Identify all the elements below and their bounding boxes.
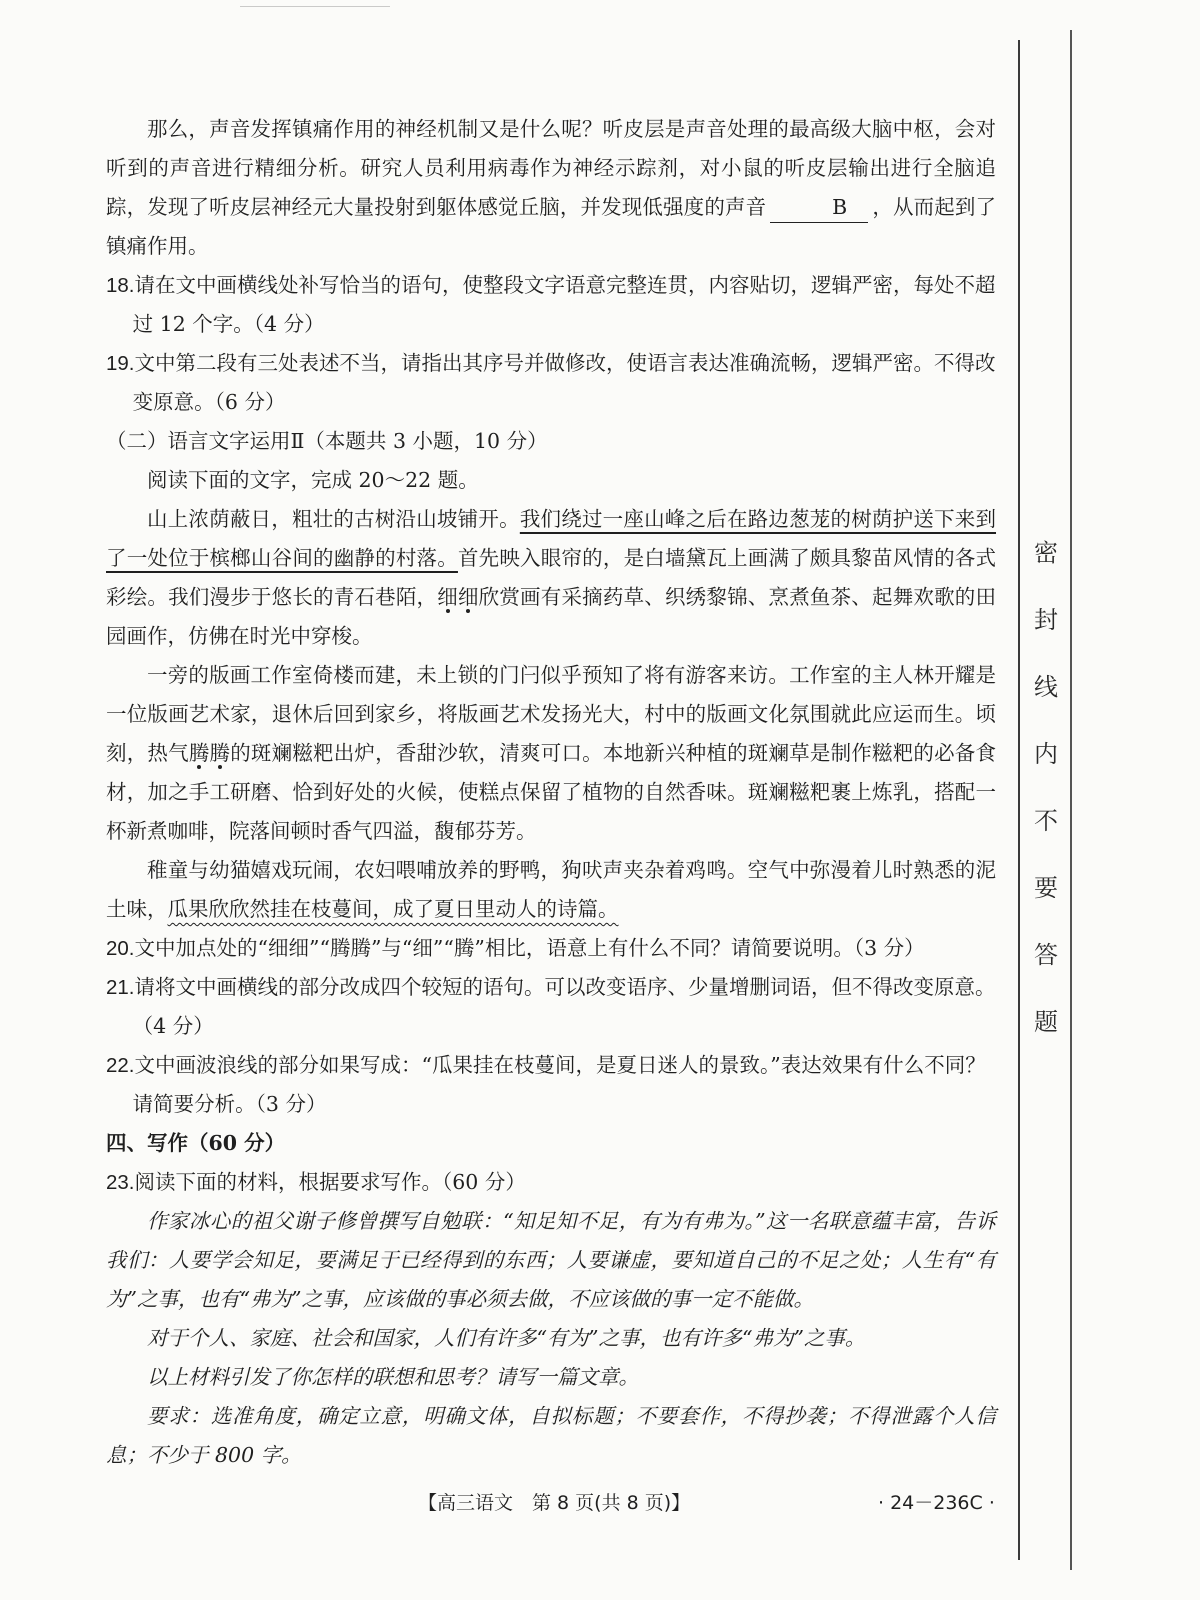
- footer-paper-code: · 24－236C ·: [878, 1492, 995, 1514]
- para1-lead: 山上浓荫蔽日，粗壮的古树沿山坡铺开。: [147, 507, 520, 531]
- page-footer: [0, 1488, 1200, 1518]
- question-number: 22.: [106, 1054, 135, 1077]
- para3-text: 稚童与幼猫嬉戏玩闹，农妇喂哺放养的野鸭，狗吠声夹杂着鸡鸣。空气中弥漫着儿时熟悉的泥土味，: [106, 858, 996, 921]
- passage-intro-end: ，从而起到了镇痛作用。: [106, 195, 997, 258]
- question-23: [106, 1163, 996, 1202]
- writing-prompt: 以上材料引发了你怎样的联想和思考？请写一篇文章。: [147, 1365, 639, 1389]
- fill-blank-b: B: [770, 192, 868, 223]
- binding-line-outer: [1070, 30, 1072, 1570]
- dotted-char: 细: [457, 585, 479, 609]
- question-text: 文中画波浪线的部分如果写成：“瓜果挂在枝蔓间，是夏日迷人的景致。”表达效果有什么不同？请简要分析。（3 分）: [132, 1053, 986, 1116]
- question-text: 文中第二段有三处表述不当，请指出其序号并做修改，使语言表达准确流畅，逻辑严密。不得改变原意。（6 分）: [132, 351, 996, 414]
- question-18: [106, 266, 996, 344]
- footer-page-info: 【高三语文 第 8 页(共 8 页)】: [418, 1492, 691, 1514]
- section-2-instruction: 阅读下面的文字，完成 20～22 题。: [147, 468, 479, 492]
- seal-char: 要: [1034, 874, 1058, 902]
- seal-char: 内: [1034, 740, 1058, 768]
- question-number: 23.: [106, 1171, 135, 1194]
- seal-char: 不: [1034, 807, 1058, 835]
- seal-char: 密: [1034, 539, 1058, 567]
- question-21: [106, 968, 996, 1046]
- seal-char: 题: [1034, 1008, 1058, 1036]
- reading-para-1: [106, 500, 996, 656]
- dotted-char: 腾: [209, 741, 231, 765]
- writing-material-2: 对于个人、家庭、社会和国家，人们有许多“有为”之事，也有许多“弗为”之事。: [147, 1326, 866, 1350]
- reading-para-3: [106, 851, 996, 929]
- passage-intro-text: 那么，声音发挥镇痛作用的神经机制又是什么呢？听皮层是声音处理的最高级大脑中枢，会对听到的声音进行精细分析。研究人员利用病毒作为神经示踪剂，对小鼠的听皮层输出进行全脑追踪，发现了听皮层神经元大量投射到躯体感觉丘脑，并发现低强度的声音: [106, 117, 996, 219]
- exam-content: [106, 110, 996, 1475]
- dotted-char: 细: [437, 585, 458, 609]
- writing-requirements: 要求：选准角度，确定立意，明确文体，自拟标题；不要套作，不得抄袭；不得泄露个人信息；不少于 800 字。: [106, 1404, 996, 1467]
- question-text: 阅读下面的材料，根据要求写作。（60 分）: [134, 1170, 526, 1194]
- question-number: 19.: [106, 352, 135, 375]
- passage-intro: [106, 110, 996, 266]
- wavy-underlined-sentence: 瓜果欣欣然挂在枝蔓间，成了夏日里动人的诗篇。: [167, 897, 619, 921]
- question-number: 18.: [106, 274, 135, 297]
- question-text: 文中加点处的“细细”“腾腾”与“细”“腾”相比，语意上有什么不同？请简要说明。（3 分）: [134, 936, 925, 960]
- question-number: 20.: [106, 937, 135, 960]
- seal-char: 线: [1034, 673, 1058, 701]
- section-2-title: （二）语言文字运用Ⅱ（本题共 3 小题，10 分）: [106, 429, 548, 453]
- seal-char: 封: [1034, 606, 1058, 634]
- seal-line-notice: [1024, 520, 1068, 1056]
- binding-line: [1018, 40, 1020, 1560]
- question-20: [106, 929, 996, 968]
- dotted-char: 腾: [188, 741, 210, 765]
- question-number: 21.: [106, 976, 135, 999]
- reading-para-2: [106, 656, 996, 851]
- question-text: 请在文中画横线处补写恰当的语句，使整段文字语意完整连贯，内容贴切，逻辑严密，每处不超过 12 个字。（4 分）: [132, 273, 996, 336]
- seal-char: 答: [1034, 941, 1058, 969]
- scan-artifact: [240, 0, 390, 7]
- para2-text-end: 的斑斓糍粑出炉，香甜沙软，清爽可口。本地新兴种植的斑斓草是制作糍粑的必备食材，加之手工研磨、恰到好处的火候，使糕点保留了植物的自然香味。斑斓糍粑裹上炼乳，搭配一杯新煮咖啡，院落间顿时香气四溢，馥郁芬芳。: [106, 741, 997, 843]
- writing-material-1: 作家冰心的祖父谢子修曾撰写自勉联：“知足知不足，有为有弗为。”这一名联意蕴丰富，告诉我们：人要学会知足，要满足于已经得到的东西；人要谦虚，要知道自己的不足之处；人生有“有为”之事，也有“弗为”之事，应该做的事必须去做，不应该做的事一定不能做。: [106, 1209, 996, 1311]
- section-4-title: 四、写作（60 分）: [106, 1131, 286, 1155]
- para2-text: 一旁的版画工作室倚楼而建，未上锁的门闩似乎预知了将有游客来访。工作室的主人林开耀是一位版画艺术家，退休后回到家乡，将版画艺术发扬光大，村中的版画文化氛围就此应运而生。顷刻，热气: [106, 663, 996, 765]
- question-22: [106, 1046, 996, 1124]
- para1-text-end: 欣赏画有采摘药草、织绣黎锦、烹煮鱼茶、起舞欢歌的田园画作，仿佛在时光中穿梭。: [106, 585, 997, 648]
- question-19: [106, 344, 996, 422]
- para1-text: 首先映入眼帘的，是白墙黛瓦上画满了颇具黎苗风情的各式彩绘。我们漫步于悠长的青石巷陌，: [106, 546, 997, 609]
- underlined-sentence: 我们绕过一座山峰之后在路边葱茏的树荫护送下来到了一处位于槟榔山谷间的幽静的村落。: [106, 507, 997, 570]
- question-text: 请将文中画横线的部分改成四个较短的语句。可以改变语序、少量增删词语，但不得改变原意。（4 分）: [132, 975, 996, 1038]
